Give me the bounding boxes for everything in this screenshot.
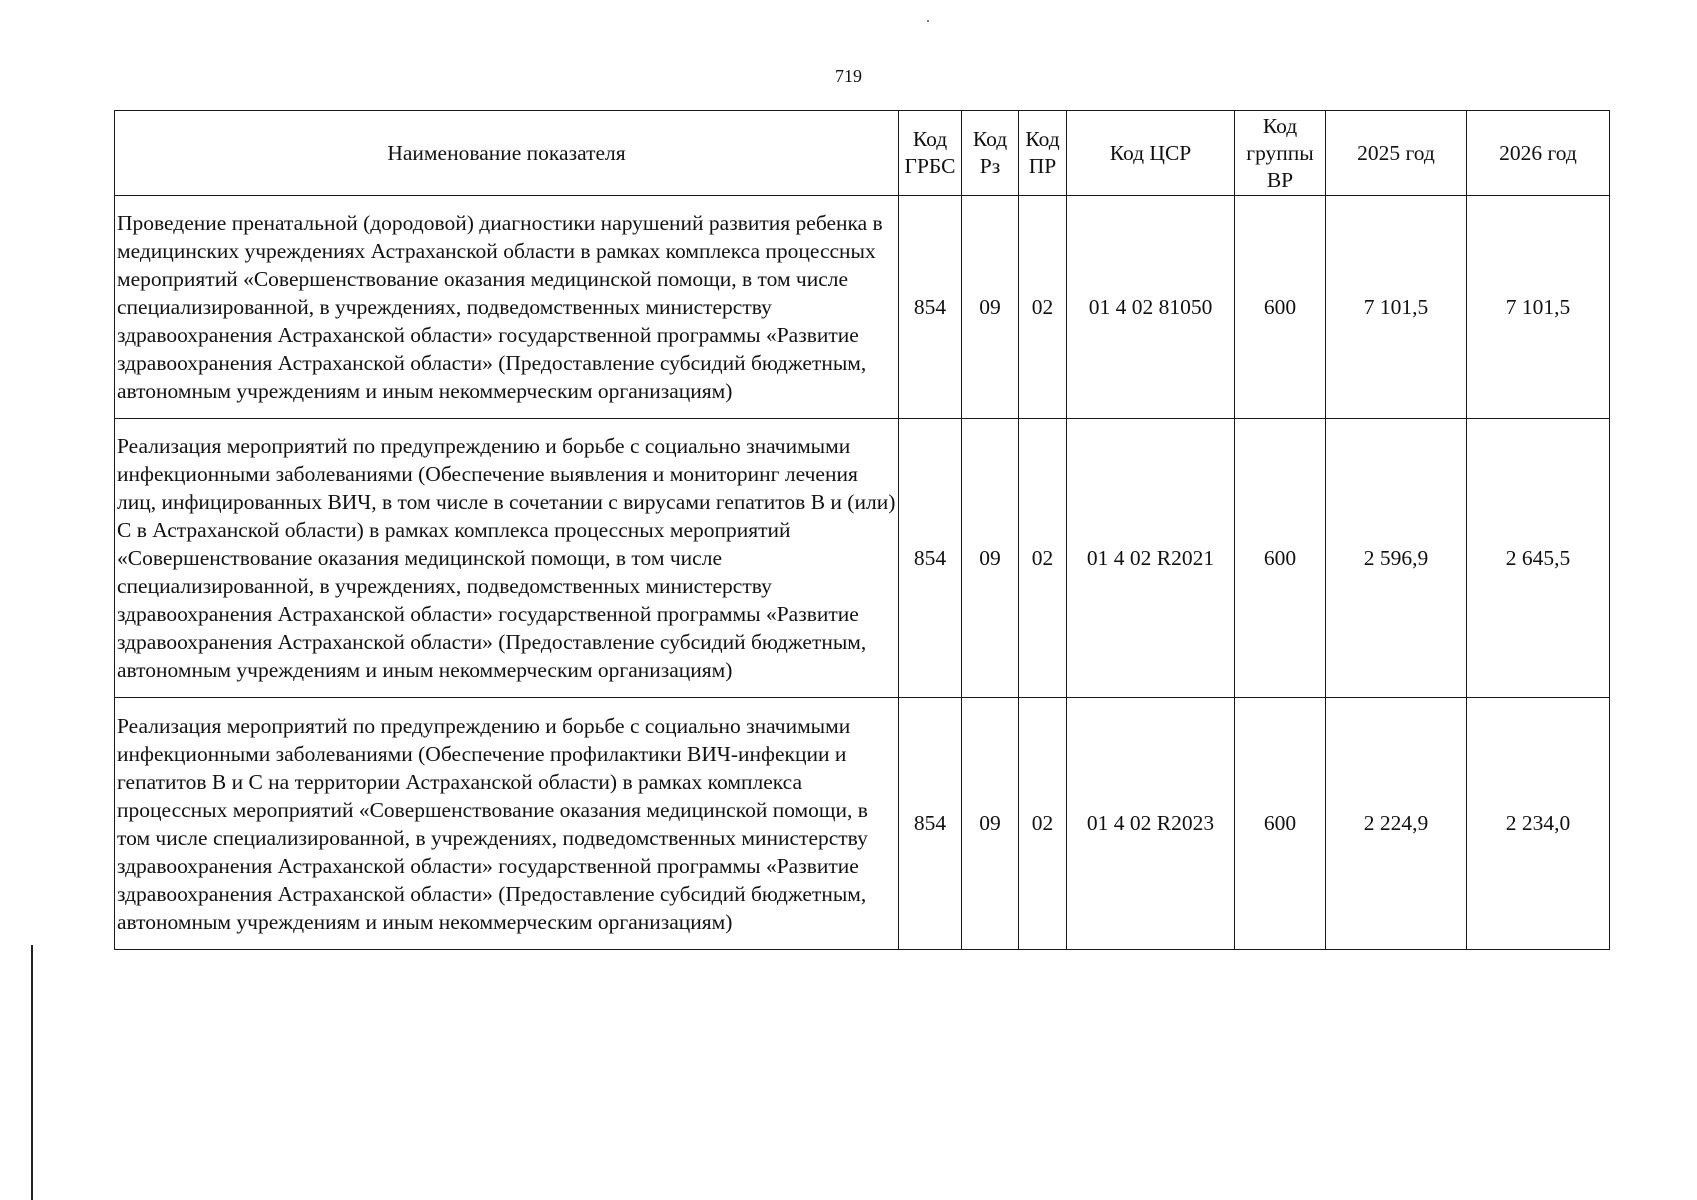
header-csr: Код ЦСР [1067,111,1235,196]
header-vr [1235,111,1326,196]
row-pr: 02 [1019,196,1067,419]
scan-speck [927,20,929,22]
row-grbs: 854 [899,196,962,419]
header-grbs [899,111,962,196]
header-pr-line-1: Код [1025,127,1060,151]
header-vr-line-3: ВР [1266,167,1294,192]
header-pr [1019,111,1067,196]
page-number: 719 [835,66,862,86]
scan-edge-line [31,945,33,1200]
header-rz [962,111,1019,196]
header-rz-line-1: Код [972,127,1008,151]
row-grbs: 854 [899,419,962,698]
row-2025: 2 596,9 [1326,419,1467,698]
row-csr: 01 4 02 R2023 [1067,698,1235,950]
header-pr-line-2: ПР [1028,154,1057,178]
row-rz: 09 [962,196,1019,419]
table-row [115,698,1610,950]
row-csr: 01 4 02 R2021 [1067,419,1235,698]
header-grbs-line-2: ГРБС [904,154,956,178]
row-name: Реализация мероприятий по предупреждению и борьбе с социально значимыми инфекционными заболеваниями (Обеспечение выявления и мониторинг лечения лиц, инфицированных ВИЧ, в том числе в сочетании с вирусами гепатитов В и (или) С в Астраханской области) в рамках комплекса процессных мероприятий «Совершенствование оказания медицинской помощи, в том числе специализированной, в учреждениях, подведомственных министерству здравоохранения Астраханской области» государственной программы «Развитие здравоохранения Астраханской области» (Предоставление субсидий бюджетным, автономным учреждениям и иным некоммерческим организациям) [115,419,899,698]
table-row [115,196,1610,419]
table-row [115,419,1610,698]
header-2025: 2025 год [1326,111,1467,196]
header-2026: 2026 год [1467,111,1610,196]
row-vr: 600 [1235,698,1326,950]
row-name: Проведение пренатальной (дородовой) диагностики нарушений развития ребенка в медицинских учреждениях Астраханской области в рамках комплекса процессных мероприятий «Совершенствование оказания медицинской помощи, в том числе специализированной, в учреждениях, подведомственных министерству здравоохранения Астраханской области» государственной программы «Развитие здравоохранения Астраханской области» (Предоставление субсидий бюджетным, автономным учреждениям и иным некоммерческим организациям) [115,196,899,419]
budget-table [114,110,1610,950]
row-pr: 02 [1019,698,1067,950]
header-rz-line-2: Рз [979,154,1001,178]
row-2026: 7 101,5 [1467,196,1610,419]
row-grbs: 854 [899,698,962,950]
row-name: Реализация мероприятий по предупреждению и борьбе с социально значимыми инфекционными заболеваниями (Обеспечение профилактики ВИЧ-инфекции и гепатитов В и С на территории Астраханской области) в рамках комплекса процессных мероприятий «Совершенствование оказания медицинской помощи, в том числе специализированной, в учреждениях, подведомственных министерству здравоохранения Астраханской области» государственной программы «Развитие здравоохранения Астраханской области» (Предоставление субсидий бюджетным, автономным учреждениям и иным некоммерческим организациям) [115,698,899,950]
row-2026: 2 234,0 [1467,698,1610,950]
header-grbs-line-1: Код [912,127,948,151]
row-pr: 02 [1019,419,1067,698]
row-csr: 01 4 02 81050 [1067,196,1235,419]
header-vr-line-1: Код [1262,113,1298,138]
table-header-row [115,111,1610,196]
row-2025: 2 224,9 [1326,698,1467,950]
row-rz: 09 [962,698,1019,950]
header-name: Наименование показателя [115,111,899,196]
row-vr: 600 [1235,419,1326,698]
row-rz: 09 [962,419,1019,698]
row-2026: 2 645,5 [1467,419,1610,698]
row-2025: 7 101,5 [1326,196,1467,419]
row-vr: 600 [1235,196,1326,419]
header-vr-line-2: группы [1246,140,1314,165]
